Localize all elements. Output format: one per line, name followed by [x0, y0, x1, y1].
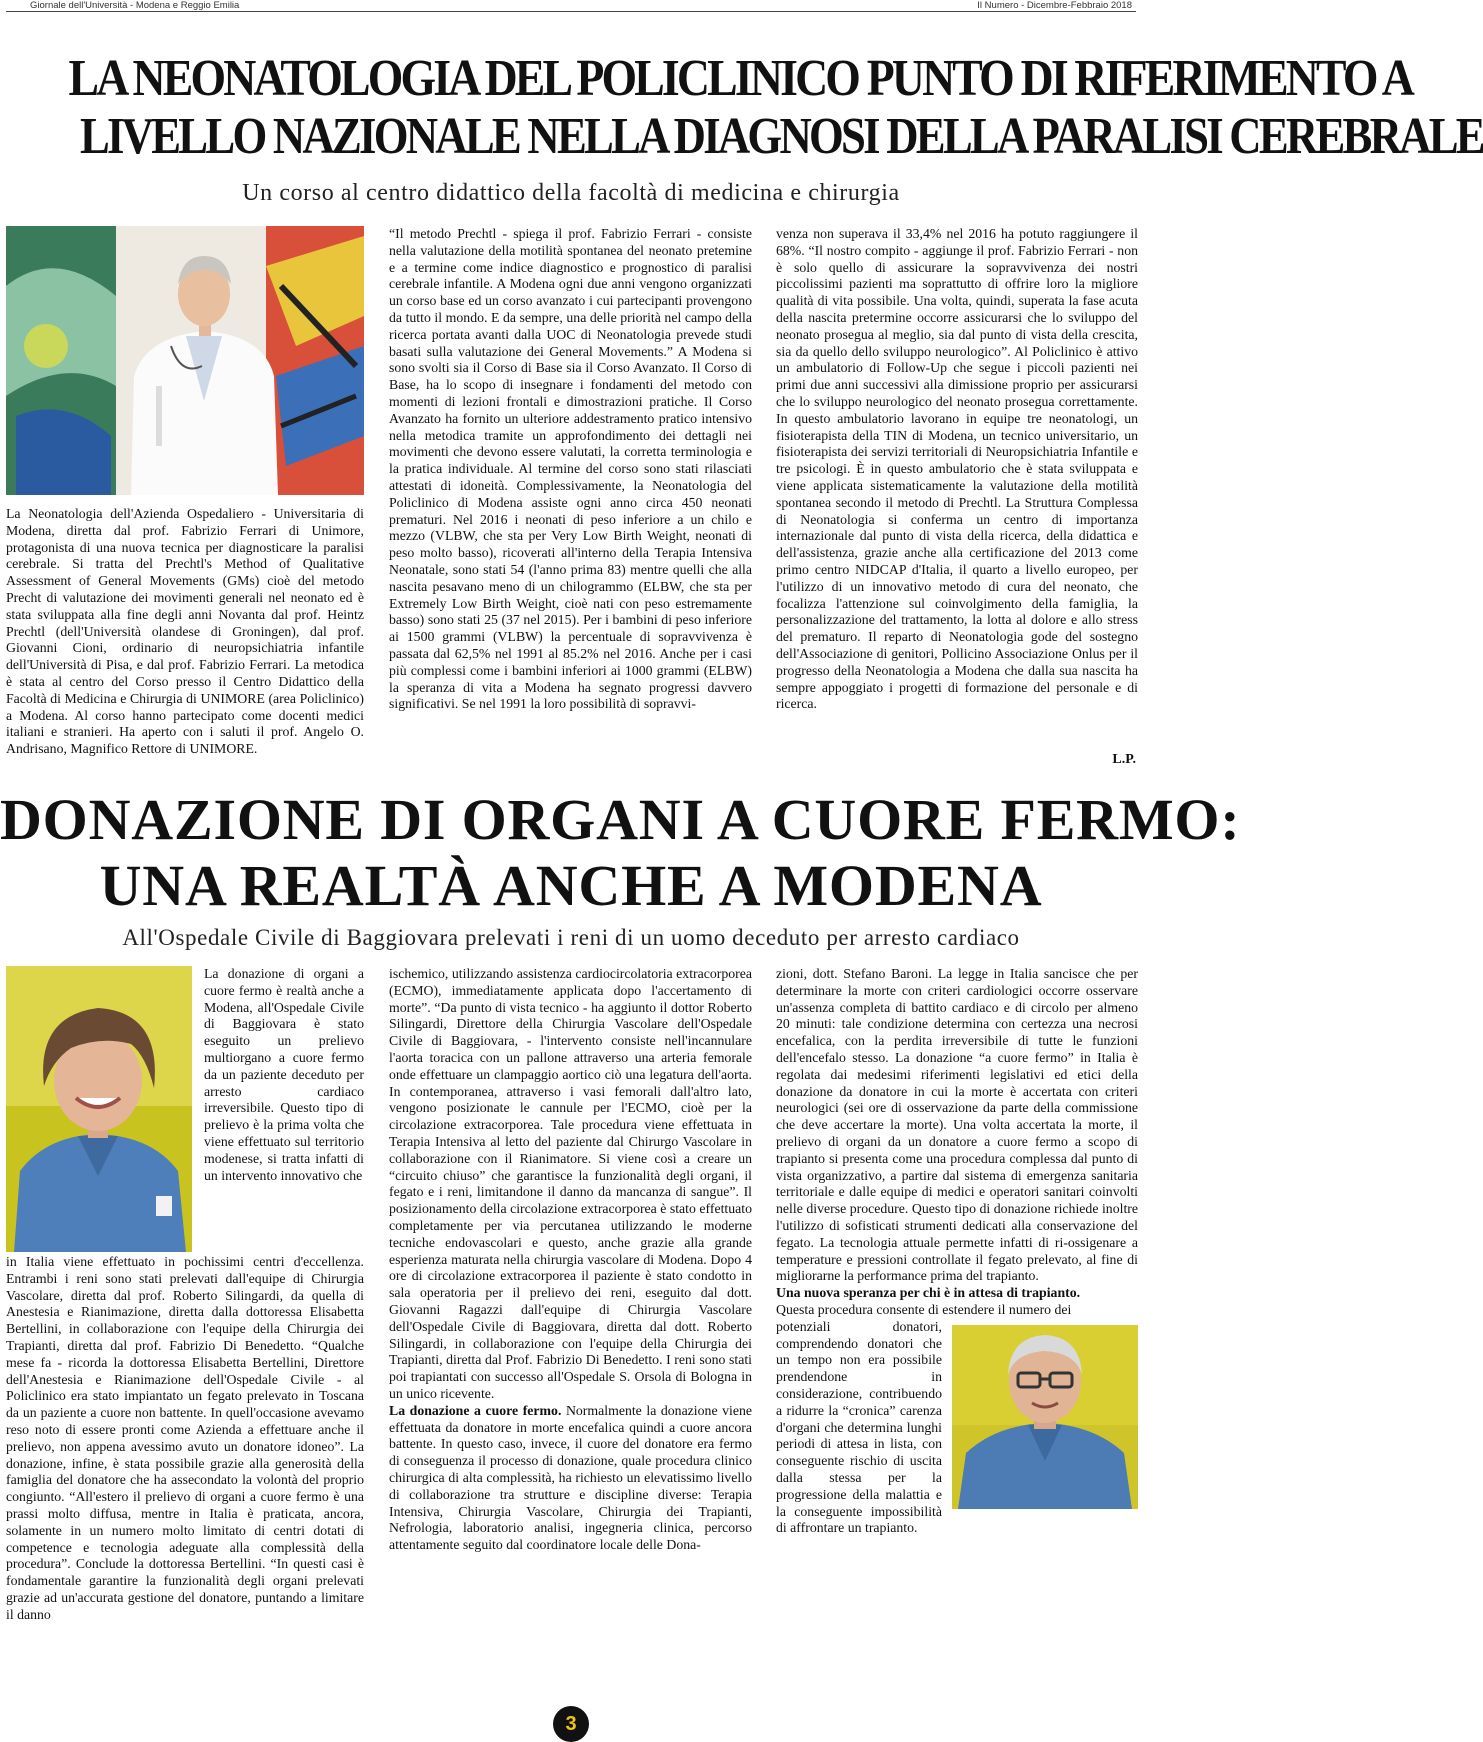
portrait-man-white-coat [6, 226, 364, 495]
article2-column1 [6, 966, 364, 1624]
article2-col2-subhead: La donazione a cuore fermo. [389, 1402, 562, 1418]
article2-col2-text-a: ischemico, utilizzando assistenza cardiocircolatoria extracorporea (ECMO), immediatamente applicata dopo l'accertamento di morte”. “Da punto di vista tecnico - ha aggiunto il dottor Roberto Silingardi, Direttore della Chirurgia Vascolare dell'Ospedale Civile di Baggiovara, - l'intervento consiste nell'incannulare l'aorta toracica con un pallone attraverso una arteria femorale onde effettuare un clampaggio aortico ciò una legatura dell'aorta. In contemporanea, attraverso i vasi femorali dall'altro lato, vengono posizionate le cannule per l'ECMO, cioè per la circolazione extracorporea. Tale procedura viene effettuata in Terapia Intensiva al letto del paziente dal Chirurgo Vascolare in collaborazione con il Rianimatore. Si viene così a creare un “circuito chiuso” che garantisce la funzionalità degli organi, il fegato e i reni, limitandone il danno da mancanza di sangue”. Il posizionamento della circolazione extracorporea è stato effettuato completamente per via percutanea utilizzando le moderne tecniche endovascolari e questo, anche grazie alla grande esperienza maturata nella chirurgia vascolare di Modena. Dopo 4 ore di circolazione extracorporea il paziente è stato condotto in sala operatoria per il prelievo dei reni, eseguito dal dott. Giovanni Ragazzi dall'equipe di Chirurgia Vascolare dell'Ospedale Civile di Baggiovara, diretta dal dott. Roberto Silingardi, in collaborazione con l'equipe della Chirurgia dei Trapianti, diretta dal Prof. Fabrizio Di Benedetto. I reni sono stati poi trapiantati con successo all'Ospedale S. Orsola di Bologna in un unico ricevente. [389, 966, 752, 1401]
article1-column1 [6, 506, 364, 758]
article2-col3-subhead: Una nuova speranza per chi è in attesa di trapianto. [776, 1285, 1081, 1301]
article1-signature: L.P. [1112, 752, 1136, 767]
page-number: 3 [553, 1706, 589, 1742]
article1-subtitle: Un corso al centro didattico della facoltà di medicina e chirurgia [242, 180, 900, 206]
article2-column3 [776, 966, 1138, 1537]
article2-col3-wrap-text: potenziali donatori, comprendendo donatori che un tempo non era possibile prendendone in considerazione, contribuendo a ridurre la “cronica” carenza d'organi che determina lunghi periodi di attesa in lista, con conseguente rischio di uscita dalla stessa per la progressione della malattia e la conseguente impossibilità di affrontare un trapianto. [776, 1318, 942, 1536]
article1-col3-text: venza non superava il 33,4% nel 2016 ha potuto raggiungere il 68%. “Il nostro compito - aggiunge il prof. Fabrizio Ferrari - non è solo quello di assicurare la sopravvivenza dei nostri piccolissimi pazienti ma soprattutto di offrire loro la migliore qualità di vita possibile. Una volta, quindi, superata la fase acuta della nascita pretermine occorre assicurarsi che lo sviluppo del neonato prosegua al meglio, sia dal punto di vista della crescita, sia da quello dello sviluppo neurologico”. Al Policlinico è attivo un ambulatorio di Follow-Up che segue i piccoli pazienti nei primi due anni successivi alla dimissione proprio per assicurarsi che lo sviluppo neurologico del neonato prosegua correttamente. In questo ambulatorio lavorano in equipe tre neonatologi, un fisioterapista della TIN di Modena, un tecnico universitario, un fisioterapista dei servizi territoriali di Neuropsichiatria Infantile e tre psicologi. È in questo ambulatorio che è stata sviluppata e viene applicata sistematicamente la valutazione della motilità spontanea secondo il metodo di Prechtl. La Struttura Complessa di Neonatologia si conferma un centro di importanza internazionale dal punto di vista della ricerca, della didattica e dell'assistenza, grazie anche alla certificazione del 2013 come primo centro NIDCAP d'Italia, il quarto a livello europeo, per l'utilizzo di un innovativo metodo di cura del neonato, che focalizza l'attenzione sul coinvolgimento della famiglia, la personalizzazione del trattamento, la lotta al dolore e allo stress del prematuro. Il reparto di Neonatologia gode del sostegno dell'Associazione di genitori, Pollicino Associazione Onlus per il progresso della Neonatologia a Modena che dalla sua nascita ha sempre appoggiato i progetti di formazione del personale e di ricerca. [776, 226, 1138, 712]
photo-elisabetta-bertellini [6, 966, 192, 1252]
header-rule [6, 11, 1136, 12]
article2-column2 [389, 966, 752, 1554]
article2-col3-text-a: zioni, dott. Stefano Baroni. La legge in Italia sancisce che per determinare la morte con criteri cardiologici occorre osservare un'assenza completa di battito cardiaco e di circolo per almeno 20 minuti: tale condizione determina con certezza una necrosi encefalica, con la perdita irreversibile di tutte le funzioni dell'encefalo stesso. La donazione “a cuore fermo” in Italia è regolata dai medesimi riferimenti legislativi ed etici della donazione da donatore in cui la morte è accertata con criteri neurologici (sei ore di osservazione da parte della commissione che deve accertare la morte). Una volta accertata la morte, il prelievo di organi da un donatore a cuore fermo a scopo di trapianto si presenta come una procedura complessa dal punto di vista organizzativo, a partire dal sistema di emergenza sanitaria territoriale e dalle equipe di medici e operatori sanitari coinvolti nelle diverse procedure. Questo tipo di donazione richiede inoltre l'utilizzo di sofisticati strumenti dedicati alla conservazione del fegato. La tecnologia attuale permette infatti di ri-ossigenare a temperature e pressioni controllate il fegato prelevato, al fine di migliorarne la performance prima del trapianto. [776, 966, 1138, 1284]
portrait-man-glasses-scrubs [952, 1325, 1138, 1509]
article2-col1-text: in Italia viene effettuato in pochissimi centri d'eccellenza. Entrambi i reni sono stati prelevati dall'equipe di Chirurgia Vascolare, diretta dal prof. Roberto Silingardi, da quella di Anestesia e Rianimazione, diretta dalla dottoressa Elisabetta Bertellini, in collaborazione con l'equipe della Chirurgia dei Trapianti, diretta dal prof. Fabrizio Di Benedetto. “Qualche mese fa - ricorda la dottoressa Elisabetta Bertellini, Direttore dell'Anestesia e Rianimazione dell'Ospedale Civile - al Policlinico era stato impiantato un fegato prelevato in Toscana da un paziente a cuore non battente. In quell'occasione avevamo reso noto di essere pronti come Azienda a effettuare anche il prelievo, non appena avessimo avuto un donatore idoneo”. La donazione, infine, è stata possibile grazie alla generosità della famiglia del donatore che ha assecondato la volontà del proprio congiunto. “All'estero il prelievo di organi a cuore fermo è una prassi molto diffusa, mentre in Italia è praticata, ancora, solamente in un numero molto limitato di centri dotati di competence e tecnologia adeguate alla complessità della procedura”. Conclude la dottoressa Bertellini. “In questi casi è fondamentale garantire la funzionalità degli organi prelevati grazie ad un'accurata gestione del donatore, puntando a limitare il danno [6, 1254, 364, 1622]
article2-col3-subhead-paragraph [776, 1285, 1138, 1302]
article2-col3-text-b: Questa procedura consente di estendere il numero dei [776, 1301, 1072, 1317]
article2-title-line1: DONAZIONE DI ORGANI A CUORE FERMO: [0, 787, 1241, 852]
photo-roberto-silingardi [952, 1325, 1138, 1509]
article2-col2-paragraph-b [389, 1403, 752, 1554]
article2-subtitle: All'Ospedale Civile di Baggiovara prelevati i reni di un uomo deceduto per arresto cardiaco [122, 925, 1020, 950]
journal-name: Giornale dell'Università - Modena e Reggio Emilia [30, 0, 240, 11]
article1-title-line2: LIVELLO NAZIONALE NELLA DIAGNOSI DELLA PARALISI CEREBRALE [79, 108, 1483, 165]
article2-col1-wrap-text: La donazione di organi a cuore fermo è realtà anche a Modena, all'Ospedale Civile di Baggiovara è stato eseguito un prelievo multiorgano a cuore fermo da un paziente deceduto per arresto cardiaco irreversibile. Questo tipo di prelievo è la prima volta che viene effettuato sul territorio modenese, si tratta infatti di un intervento innovativo che [204, 966, 364, 1183]
article1-column2 [389, 226, 752, 713]
article1-column3 [776, 226, 1138, 713]
article1-col1-text: La Neonatologia dell'Azienda Ospedaliero - Universitaria di Modena, diretta dal prof. Fabrizio Ferrari di Unimore, protagonista di una nuova tecnica per diagnosticare la paralisi cerebrale. Si tratta del Prechtl's Method of Qualitative Assessment of General Movements (GMs) cioè del metodo Precht di valutazione dei movimenti generali nel neonato ed è stata sviluppata alla fine degli anni Novanta dal prof. Heintz Prechtl (dell'Università olandese di Groningen), dal prof. Giovanni Cioni, ordinario di neuropsichiatria infantile dell'Università di Pisa, e dal prof. Fabrizio Ferrari. La metodica è stata al centro del Corso presso il Centro Didattico della Facoltà di Medicina e Chirurgia di UNIMORE (area Policlinico) a Modena. Al corso hanno partecipato come docenti medici italiani e stranieri. Ha aperto con i saluti il prof. Angelo O. Andrisano, Magnifico Rettore di UNIMORE. [6, 506, 364, 757]
article2-title-line2: UNA REALTÀ ANCHE A MODENA [99, 853, 1043, 918]
issue-info: Il Numero - Dicembre-Febbraio 2018 [977, 0, 1132, 11]
photo-fabrizio-ferrari [6, 226, 364, 495]
article1-col2-text: “Il metodo Prechtl - spiega il prof. Fabrizio Ferrari - consiste nella valutazione della motilità spontanea del neonato pretemine e a termine come indice diagnostico e prognostico di paralisi cerebrale infantile. A Modena ogni due anni vengono organizzati un corso base ed un corso avanzato i cui partecipanti provengono da tutto il mondo. E da sempre, una delle priorità nel campo della ricerca portata avanti dalla UOC di Neonatologia prevede studi basati sulla valutazione dei General Movements.” A Modena si sono svolti sia il Corso di Base sia il Corso Avanzato. Il Corso di Base, ha lo scopo di insegnare i fondamenti del metodo con momenti di lezioni frontali e dimostrazioni pratiche. Il Corso Avanzato ha fornito un ulteriore addestramento pratico intensivo nella metodica tramite un approfondimento dei dettagli nei movimenti che devono essere valutati, la corretta terminologia e la pratica individuale. Al termine del corso sono stati rilasciati attestati di idoneità. Complessivamente, la Neonatologia del Policlinico di Modena assiste ogni anno circa 450 neonati prematuri. Nel 2016 i neonati di peso inferiore a un chilo e mezzo (VLBW, che sta per Very Low Birth Weight, neonati di peso molto basso), ricoverati all'interno della Terapia Intensiva Neonatale, sono stati 54 (l'anno prima 83) mentre quelli che alla nascita pesavano meno di un chilogrammo (ELBW, che sta per Extremely Low Birth Weight, cioè nati con peso estremamente basso) sono stati 25 (37 nel 2015). Per i bambini di peso inferiore ai 1500 grammi (VLBW) la percentuale di sopravvivenza è passata dal 62,5% nel 1991 al 85.2% nel 2016. Anche per i casi più complessi come i bambini inferiori ai 1000 grammi (ELBW) la speranza di vita a Modena ha segnato progressi davvero significativi. Se nel 1991 la loro possibilità di sopravvi- [389, 226, 752, 712]
article1-title-line1: LA NEONATOLOGIA DEL POLICLINICO PUNTO DI RIFERIMENTO A [68, 50, 1413, 107]
portrait-woman-scrubs [6, 966, 192, 1252]
article2-col2-text-b: Normalmente la donazione viene effettuata da donatore in morte encefalica quindi a cuore ancora battente. In questo caso, invece, il cuore del donatore era fermo di conseguenza il processo di donazione, quale procedura clinico chirurgica di alta complessità, ha richiesto un elevatissimo livello di collaborazione tra strutture e discipline diverse: Terapia Intensiva, Chirurgia Vascolare, Chirurgia dei Trapianti, Nefrologia, laboratorio analisi, ingegneria clinica, percorso attentamente seguito dal coordinatore locale delle Dona- [389, 1402, 752, 1553]
